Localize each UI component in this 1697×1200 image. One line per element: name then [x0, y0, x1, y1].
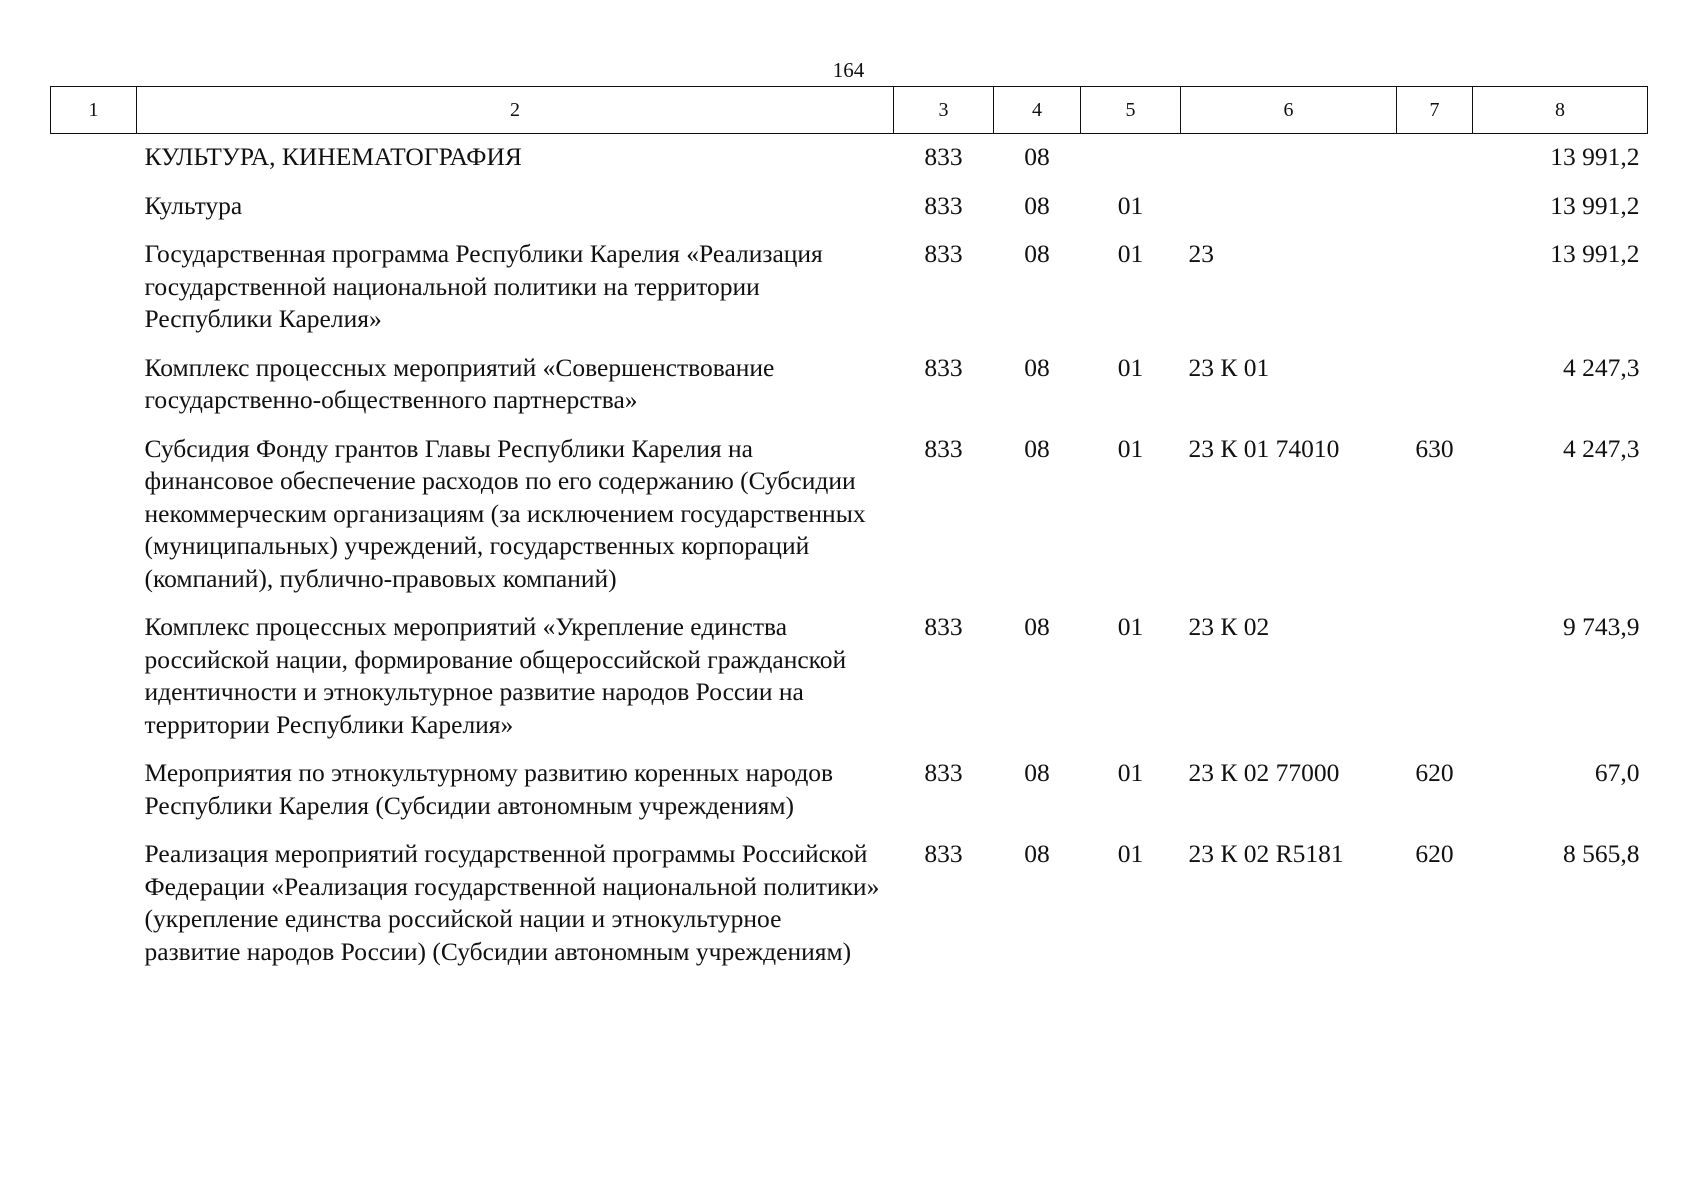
row-subsection: 01	[1117, 190, 1144, 220]
row-section: 08	[1024, 190, 1050, 220]
row-number-cell	[51, 425, 137, 604]
row-number-cell	[51, 749, 137, 830]
row-amount: 4 247,3	[1563, 433, 1640, 463]
row-ministry: 833	[924, 142, 963, 171]
row-amount: 13 991,2	[1550, 142, 1640, 171]
row-target-article: 23 К 02 R5181	[1188, 839, 1344, 868]
column-header-3: 3	[894, 87, 994, 134]
column-header-6: 6	[1181, 87, 1397, 134]
row-expense-type	[1397, 603, 1473, 749]
row-expense-type	[1397, 344, 1473, 425]
row-name: Комплекс процессных мероприятий «Совершенствование государственно-общественного партнерства»	[144, 352, 775, 414]
row-target-article: 23	[1188, 239, 1214, 268]
row-expense-type: 620	[1415, 758, 1454, 787]
row-subsection	[1081, 134, 1181, 182]
row-expense-type: 630	[1415, 433, 1454, 463]
row-target-article: 23 К 01 74010	[1188, 433, 1340, 463]
row-subsection: 01	[1117, 839, 1144, 868]
row-ministry: 833	[924, 190, 963, 220]
row-ministry: 833	[924, 239, 963, 268]
row-number-cell	[51, 830, 137, 976]
row-expense-type	[1397, 230, 1473, 344]
row-number-cell	[51, 603, 137, 749]
row-amount: 8 565,8	[1563, 839, 1640, 868]
row-name: Комплекс процессных мероприятий «Укрепление единства российской нации, формирование общероссийской гражданской идентичности и этнокультурное развитие народов России на территории Республики Карелия»	[144, 612, 847, 739]
table-row	[51, 182, 1648, 231]
row-amount: 13 991,2	[1550, 239, 1640, 268]
table-row	[51, 830, 1648, 976]
row-section: 08	[1024, 352, 1050, 382]
row-subsection: 01	[1117, 433, 1144, 463]
row-ministry: 833	[924, 758, 963, 787]
column-header-2: 2	[137, 87, 894, 134]
row-target-article	[1181, 182, 1397, 231]
row-number-cell	[51, 344, 137, 425]
row-number-cell	[51, 182, 137, 231]
row-subsection: 01	[1117, 352, 1144, 382]
column-header-8: 8	[1473, 87, 1648, 134]
row-name: Реализация мероприятий государственной программы Российской Федерации «Реализация государственной национальной политики» (укрепление единства российской нации и этнокультурное развитие народов России) (Субсидии автономным учреждениям)	[144, 839, 880, 966]
table-row	[51, 603, 1648, 749]
row-ministry: 833	[924, 839, 963, 868]
row-name: КУЛЬТУРА, КИНЕМАТОГРАФИЯ	[144, 142, 522, 171]
row-section: 08	[1024, 142, 1050, 171]
row-section: 08	[1024, 433, 1050, 463]
row-amount: 13 991,2	[1550, 190, 1640, 220]
budget-table	[50, 86, 1648, 976]
row-target-article: 23 К 01	[1188, 352, 1270, 382]
row-section: 08	[1024, 239, 1050, 268]
row-ministry: 833	[924, 352, 963, 382]
table-row	[51, 344, 1648, 425]
column-header-1: 1	[51, 87, 137, 134]
row-ministry: 833	[924, 612, 963, 641]
column-header-7: 7	[1397, 87, 1473, 134]
row-section: 08	[1024, 612, 1050, 641]
row-subsection: 01	[1117, 612, 1144, 641]
row-amount: 4 247,3	[1563, 352, 1640, 382]
row-amount: 67,0	[1594, 758, 1640, 787]
row-subsection: 01	[1117, 239, 1144, 268]
table-row	[51, 749, 1648, 830]
row-name: Культура	[144, 190, 243, 220]
row-name: Субсидия Фонду грантов Главы Республики Карелия на финансовое обеспечение расходов по его содержанию (Субсидии некоммерческим организациям (за исключением государственных (муниципальных) учреждений, государственных корпораций (компаний), публично-правовых компаний)	[144, 433, 866, 593]
row-name: Государственная программа Республики Карелия «Реализация государственной национальной политики на территории Республики Карелия»	[144, 239, 823, 333]
row-number-cell	[51, 134, 137, 182]
row-target-article: 23 К 02 77000	[1188, 758, 1340, 787]
column-header-5: 5	[1081, 87, 1181, 134]
table-row	[51, 134, 1648, 182]
row-expense-type	[1397, 134, 1473, 182]
row-section: 08	[1024, 758, 1050, 787]
row-number-cell	[51, 230, 137, 344]
column-header-4: 4	[994, 87, 1081, 134]
row-subsection: 01	[1117, 758, 1144, 787]
row-expense-type	[1397, 182, 1473, 231]
table-row	[51, 425, 1648, 604]
row-section: 08	[1024, 839, 1050, 868]
table-header-row	[51, 87, 1648, 134]
row-target-article: 23 К 02	[1188, 612, 1270, 641]
row-expense-type: 620	[1415, 839, 1454, 868]
row-ministry: 833	[924, 433, 963, 463]
row-target-article	[1181, 134, 1397, 182]
row-name: Мероприятия по этнокультурному развитию коренных народов Республики Карелия (Субсидии автономным учреждениям)	[144, 758, 834, 820]
row-amount: 9 743,9	[1563, 612, 1640, 641]
table-row	[51, 230, 1648, 344]
page-number: 164	[832, 58, 865, 82]
